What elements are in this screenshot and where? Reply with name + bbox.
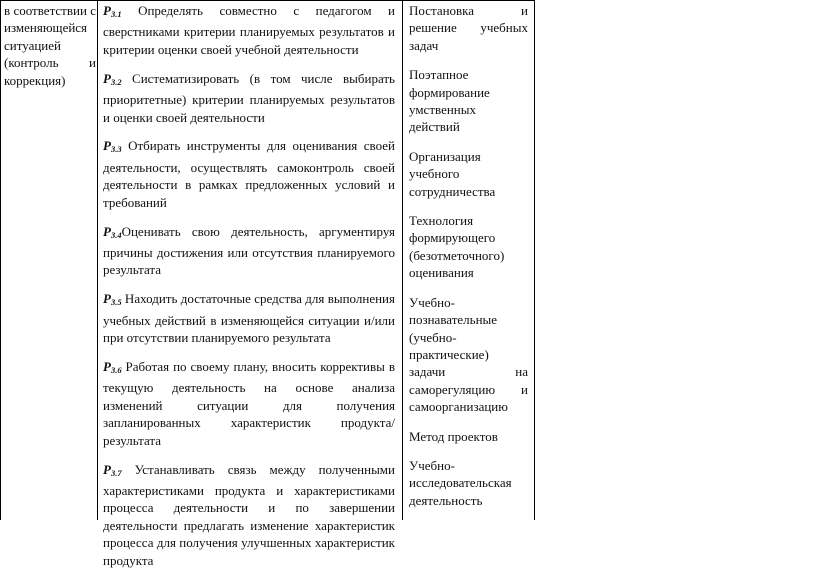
result-text: Систематизировать (в том числе выбирать приоритетные) критерии планируемых результатов и оценки своей деятельности <box>103 70 395 125</box>
column-border-2 <box>402 0 403 520</box>
method-item: Технология формирующего (безотметочного) оценивания <box>409 213 505 281</box>
column-border-left <box>0 0 1 520</box>
result-code: $P_{3.3}$ <box>103 138 122 155</box>
result-code: $P_{3.7}$ <box>103 461 122 478</box>
result-text: Работая по своему плану, вносить коррективы в текущую деятельность на основе анализа изменений ситуации для получения запланированных характеристик продукта/результата <box>103 359 395 448</box>
stage-text: в соответствии с изменяющейся ситуацией (контроль и коррекция) <box>4 3 96 88</box>
method-item: Учебно-познавательные (учебно-практические) задачи на саморегуляцию и самоорганизацию <box>409 294 528 415</box>
stage-cell <box>4 2 96 89</box>
result-text: Отбирать инструменты для оценивания своей деятельности, осуществлять самоконтроль своей деятельности в рамках предложенных условий и требований <box>103 138 395 210</box>
method-item: Поэтапное формирование умственных действий <box>409 67 490 135</box>
result-item <box>103 70 395 126</box>
results-cell <box>103 2 395 580</box>
method-item: Метод проектов <box>409 428 498 444</box>
result-text: Устанавливать связь между полученными характеристиками продукта и характеристиками процесса деятельности и по завершении деятельности предлагать изменение характеристик процесса для получения улучшенных характеристик продукта <box>103 461 395 568</box>
result-code: $P_{3.6}$ <box>103 359 122 375</box>
result-text: Оценивать свою деятельность, аргументируя причины достижения или отсутствия планируемого результата <box>103 223 395 278</box>
result-text: Определять совместно с педагогом и сверстниками критерии планируемых результатов и критерии оценки своей учебной деятельности <box>103 3 395 57</box>
result-item <box>103 137 395 211</box>
column-border-right <box>534 0 535 520</box>
column-border-1 <box>97 0 98 520</box>
result-code: $P_{3.2}$ <box>103 70 122 87</box>
result-code: $P_{3.5}$ <box>103 291 122 308</box>
result-code: $P_{3.4}$ <box>103 223 122 240</box>
result-item <box>103 290 395 346</box>
result-item <box>103 2 395 58</box>
method-item: Организация учебного сотрудничества <box>409 148 496 199</box>
methods-cell <box>409 2 528 521</box>
result-code: $P_{3.1}$ <box>103 3 122 19</box>
result-item <box>103 358 395 449</box>
method-item: Постановка и решение учебных задач <box>409 3 528 53</box>
result-item <box>103 223 395 279</box>
method-item: Учебно-исследовательская деятельность <box>409 457 512 508</box>
result-text: Находить достаточные средства для выполнения учебных действий в изменяющейся ситуации и/или при отсутствии планируемого результата <box>103 291 395 346</box>
table-top-border <box>0 0 535 1</box>
result-item <box>103 461 395 569</box>
